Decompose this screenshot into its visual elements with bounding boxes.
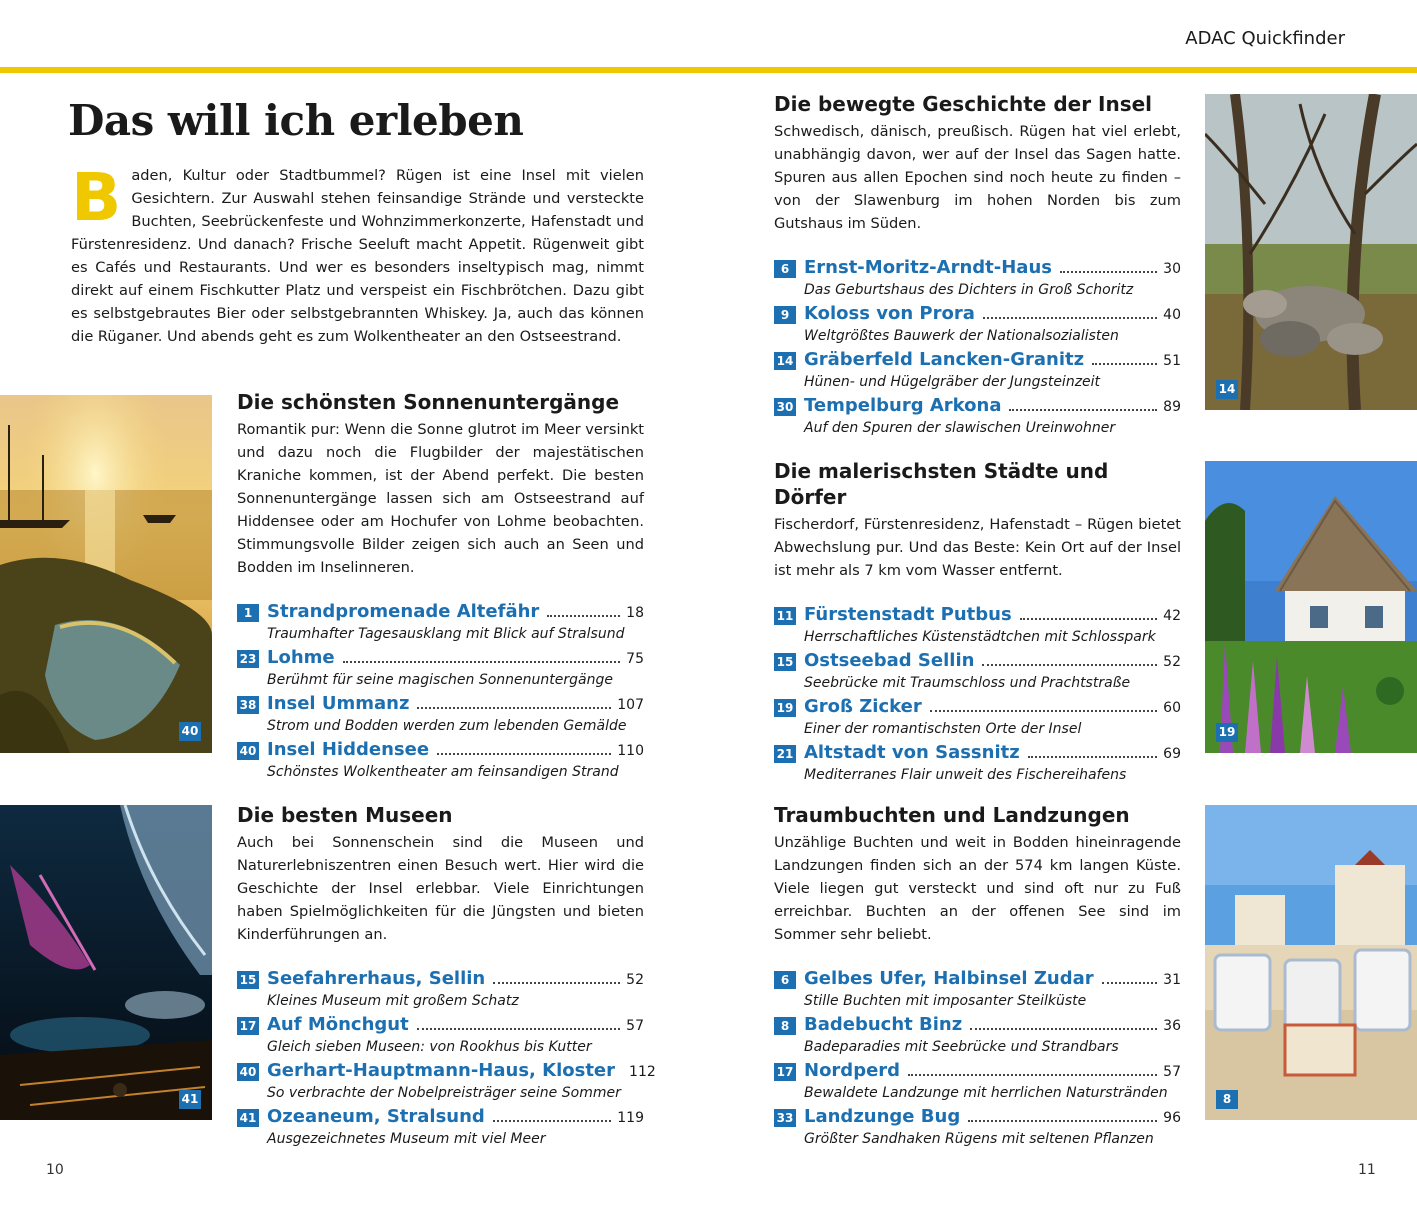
entry-number: 1: [237, 604, 259, 622]
entry-name[interactable]: Badebucht Binz: [804, 1014, 963, 1035]
section-title: Die besten Museen: [237, 803, 453, 827]
entry-name[interactable]: Auf Mönchgut: [267, 1014, 409, 1035]
list-item[interactable]: [774, 1060, 1181, 1106]
leader-dots: [1102, 981, 1158, 984]
entry-list: [774, 604, 1181, 788]
entry-page: 52: [626, 972, 644, 988]
entry-number: 38: [237, 696, 259, 714]
section-title: Die schönsten Sonnenuntergänge: [237, 390, 620, 414]
entry-description: Badeparadies mit Seebrücke und Strandbars: [804, 1039, 1119, 1055]
entry-page: 112: [629, 1064, 656, 1080]
section-text: Fischerdorf, Fürstenresidenz, Hafenstadt – Rügen bietet Abwechslung pur. Und das Beste: Kein Ort auf der Insel ist mehr als 7 km vom Wasser entfernt.: [774, 516, 1181, 579]
intro-text: aden, Kultur oder Stadtbummel? Rügen ist eine Insel mit vielen Gesichtern. Zur Auswahl stehen feinsandige Strände und versteckte Buchten, Seebrückenfeste und Wohnzimmerkonzerte, Hafenstadt und Fürstenresidenz. Und danach? Frische Seeluft macht Appetit. Rügenweit gibt es Cafés und Restaurants. Und wer es besonders inseltypisch mag, nimmt direkt auf einem Fischkutter Platz und verspeist ein Fischbrötchen. Dazu gibt es selbstgebrautes Bier oder selbstgebrannten Whiskey. Ja, auch das können die Rüganer. Und abends geht es zum Wolkentheater an den Ostseestrand.: [71, 167, 644, 345]
entry-page: 119: [617, 1110, 644, 1126]
page-number-right: 11: [1358, 1162, 1376, 1178]
list-item[interactable]: [774, 1014, 1181, 1060]
entry-page: 69: [1163, 746, 1181, 762]
entry-description: Bewaldete Landzunge mit herrlichen Naturstränden: [804, 1085, 1168, 1101]
entry-page: 89: [1163, 399, 1181, 415]
list-item[interactable]: [774, 395, 1181, 441]
entry-page: 96: [1163, 1110, 1181, 1126]
list-item[interactable]: [774, 742, 1181, 788]
entry-description: Mediterranes Flair unweit des Fischereihafens: [804, 767, 1127, 783]
entry-list: [237, 968, 656, 1152]
entry-number: 40: [237, 1063, 259, 1081]
entry-number: 9: [774, 306, 796, 324]
entry-number: 19: [774, 699, 796, 717]
entry-name[interactable]: Nordperd: [804, 1060, 901, 1081]
section-museums: [237, 802, 656, 1152]
leader-dots: [908, 1073, 1157, 1076]
entry-name[interactable]: Gelbes Ufer, Halbinsel Zudar: [804, 968, 1094, 989]
entry-name[interactable]: Insel Ummanz: [267, 693, 410, 714]
entry-name[interactable]: Altstadt von Sassnitz: [804, 742, 1020, 763]
entry-number: 17: [237, 1017, 259, 1035]
entry-page: 57: [1163, 1064, 1181, 1080]
running-header: ADAC Quickfinder: [1185, 28, 1345, 49]
entry-name[interactable]: Landzunge Bug: [804, 1106, 961, 1127]
leader-dots: [493, 981, 620, 984]
entry-description: Stille Buchten mit imposanter Steilküste: [804, 993, 1087, 1009]
section-text: Auch bei Sonnenschein sind die Museen und Naturerlebniszentren einen Besuch wert. Hier wird die Geschichte der Insel erlebbar. Viele Einrichtungen haben Spielmöglichkeiten für die Jüngsten und bieten Kinderführungen an.: [237, 834, 644, 943]
page-title: Das will ich erleben: [68, 96, 524, 145]
leader-dots: [982, 663, 1157, 666]
entry-name[interactable]: Ostseebad Sellin: [804, 650, 975, 671]
entry-description: Strom und Bodden werden zum lebenden Gemälde: [267, 718, 627, 734]
drop-cap: B: [71, 159, 122, 236]
list-item[interactable]: [237, 739, 644, 785]
leader-dots: [930, 709, 1157, 712]
yellow-header-rule: [0, 67, 1417, 73]
entry-name[interactable]: Insel Hiddensee: [267, 739, 430, 760]
entry-number: 23: [237, 650, 259, 668]
entry-page: 30: [1163, 261, 1181, 277]
entry-number: 6: [774, 260, 796, 278]
entry-page: 18: [626, 605, 644, 621]
leader-dots: [547, 614, 620, 617]
section-text: Romantik pur: Wenn die Sonne glutrot im Meer versinkt und dazu noch die Flugbilder der majestätischen Kraniche kommen, ist der Abend perfekt. Die besten Sonnenuntergänge lassen sich am Ostseestrand auf Hiddensee oder am Hochufer von Lohme beobachten. Stimmungsvolle Bilder zeigen sich auch an Seen und Bodden im Inselinneren.: [237, 421, 644, 576]
photo-museum: [0, 805, 212, 1120]
page-number-left: 10: [46, 1162, 64, 1178]
entry-description: Schönstes Wolkentheater am feinsandigen Strand: [267, 764, 619, 780]
list-item[interactable]: [774, 696, 1181, 742]
list-item[interactable]: [774, 604, 1181, 650]
entry-name[interactable]: Fürstenstadt Putbus: [804, 604, 1012, 625]
entry-description: Auf den Spuren der slawischen Ureinwohner: [804, 420, 1116, 436]
list-item[interactable]: [774, 968, 1181, 1014]
section-text: Schwedisch, dänisch, preußisch. Rügen hat viel erlebt, unabhängig davon, wer auf der Insel das Sagen hatte. Spuren aus allen Epochen sind noch heute zu finden – von der Slawenburg im hohen Norden bis zum Gutshaus im Süden.: [774, 123, 1181, 232]
entry-name[interactable]: Groß Zicker: [804, 696, 922, 717]
entry-page: 31: [1163, 972, 1181, 988]
photo-badge: 40: [179, 722, 201, 741]
entry-number: 8: [774, 1017, 796, 1035]
entry-name[interactable]: Koloss von Prora: [804, 303, 975, 324]
list-item[interactable]: [774, 1106, 1181, 1152]
list-item[interactable]: [237, 601, 644, 647]
photo-badge: 19: [1216, 723, 1238, 742]
entry-number: 41: [237, 1109, 259, 1127]
entry-list: [774, 257, 1181, 441]
entry-description: Berühmt für seine magischen Sonnenuntergänge: [267, 672, 613, 688]
entry-description: Weltgrößtes Bauwerk der Nationalsozialisten: [804, 328, 1119, 344]
list-item[interactable]: [774, 650, 1181, 696]
list-item[interactable]: [237, 693, 644, 739]
section-bays: [774, 802, 1181, 1152]
entry-page: 52: [1163, 654, 1181, 670]
leader-dots: [1009, 408, 1157, 411]
photo-beach-chairs: [1205, 805, 1417, 1120]
entry-description: Seebrücke mit Traumschloss und Prachtstraße: [804, 675, 1131, 691]
leader-dots: [983, 316, 1157, 319]
section-text: Unzählige Buchten und weit in Bodden hineinragende Landzungen finden sich an der 574 km langen Küste. Viele liegen gut versteckt und sind oft nur zu Fuß erreichbar. Buchten an der offenen See sind im Sommer sehr beliebt.: [774, 834, 1181, 943]
photo-sunset: [0, 395, 212, 753]
entry-description: Herrschaftliches Küstenstädtchen mit Schlosspark: [804, 629, 1156, 645]
entry-list: [237, 601, 644, 785]
list-item[interactable]: [237, 1060, 656, 1106]
entry-page: 36: [1163, 1018, 1181, 1034]
list-item[interactable]: [774, 303, 1181, 349]
entry-name[interactable]: Ozeaneum, Stralsund: [267, 1106, 485, 1127]
entry-number: 30: [774, 398, 796, 416]
entry-number: 21: [774, 745, 796, 763]
entry-number: 15: [774, 653, 796, 671]
entry-description: Größter Sandhaken Rügens mit seltenen Pflanzen: [804, 1131, 1154, 1147]
entry-page: 107: [617, 697, 644, 713]
photo-badge: 8: [1216, 1090, 1238, 1109]
list-item[interactable]: [774, 257, 1181, 303]
entry-name[interactable]: Seefahrerhaus, Sellin: [267, 968, 486, 989]
entry-page: 57: [626, 1018, 644, 1034]
entry-name[interactable]: Strandpromenade Altefähr: [267, 601, 540, 622]
photo-badge: 14: [1216, 380, 1238, 399]
entry-number: 17: [774, 1063, 796, 1081]
entry-name[interactable]: Ernst-Moritz-Arndt-Haus: [804, 257, 1052, 278]
entry-page: 60: [1163, 700, 1181, 716]
section-sunsets: [237, 389, 644, 785]
list-item[interactable]: [237, 968, 644, 1014]
entry-description: Ausgezeichnetes Museum mit viel Meer: [267, 1131, 546, 1147]
entry-number: 40: [237, 742, 259, 760]
entry-page: 51: [1163, 353, 1181, 369]
section-history: [774, 91, 1181, 441]
list-item[interactable]: [237, 1014, 644, 1060]
entry-number: 6: [774, 971, 796, 989]
entry-description: Hünen- und Hügelgräber der Jungsteinzeit: [804, 374, 1101, 390]
entry-description: Gleich sieben Museen: von Rookhus bis Kutter: [267, 1039, 592, 1055]
leader-dots: [437, 752, 611, 755]
leader-dots: [1092, 362, 1157, 365]
entry-page: 40: [1163, 307, 1181, 323]
photo-megalith: [1205, 94, 1417, 410]
entry-name[interactable]: Gerhart-Hauptmann-Haus, Kloster: [267, 1060, 616, 1081]
leader-dots: [417, 706, 611, 709]
entry-list: [774, 968, 1181, 1152]
entry-page: 42: [1163, 608, 1181, 624]
entry-description: So verbrachte der Nobelpreisträger seine Sommer: [267, 1085, 621, 1101]
entry-number: 11: [774, 607, 796, 625]
photo-thatched-house: [1205, 461, 1417, 753]
section-title: Die bewegte Geschichte der Insel: [774, 92, 1153, 116]
list-item[interactable]: [237, 647, 644, 693]
leader-dots: [968, 1119, 1157, 1122]
entry-page: 110: [617, 743, 644, 759]
leader-dots: [1020, 617, 1157, 620]
list-item[interactable]: [774, 349, 1181, 395]
leader-dots: [417, 1027, 620, 1030]
leader-dots: [493, 1119, 611, 1122]
photo-badge: 41: [179, 1090, 201, 1109]
entry-name[interactable]: Gräberfeld Lancken-Granitz: [804, 349, 1085, 370]
entry-description: Kleines Museum mit großem Schatz: [267, 993, 519, 1009]
leader-dots: [1028, 755, 1157, 758]
section-towns: [774, 458, 1181, 788]
entry-number: 33: [774, 1109, 796, 1127]
section-title: Traumbuchten und Landzungen: [774, 803, 1130, 827]
entry-description: Das Geburtshaus des Dichters in Groß Schoritz: [804, 282, 1134, 298]
entry-number: 14: [774, 352, 796, 370]
leader-dots: [343, 660, 621, 663]
entry-description: Einer der romantischsten Orte der Insel: [804, 721, 1082, 737]
intro-paragraph: [71, 159, 644, 348]
entry-name[interactable]: Lohme: [267, 647, 335, 668]
entry-description: Traumhafter Tagesausklang mit Blick auf Stralsund: [267, 626, 625, 642]
entry-number: 15: [237, 971, 259, 989]
section-title: Die malerischsten Städte und Dörfer: [774, 459, 1109, 509]
list-item[interactable]: [237, 1106, 644, 1152]
leader-dots: [1060, 270, 1157, 273]
leader-dots: [970, 1027, 1157, 1030]
entry-page: 75: [626, 651, 644, 667]
entry-name[interactable]: Tempelburg Arkona: [804, 395, 1002, 416]
